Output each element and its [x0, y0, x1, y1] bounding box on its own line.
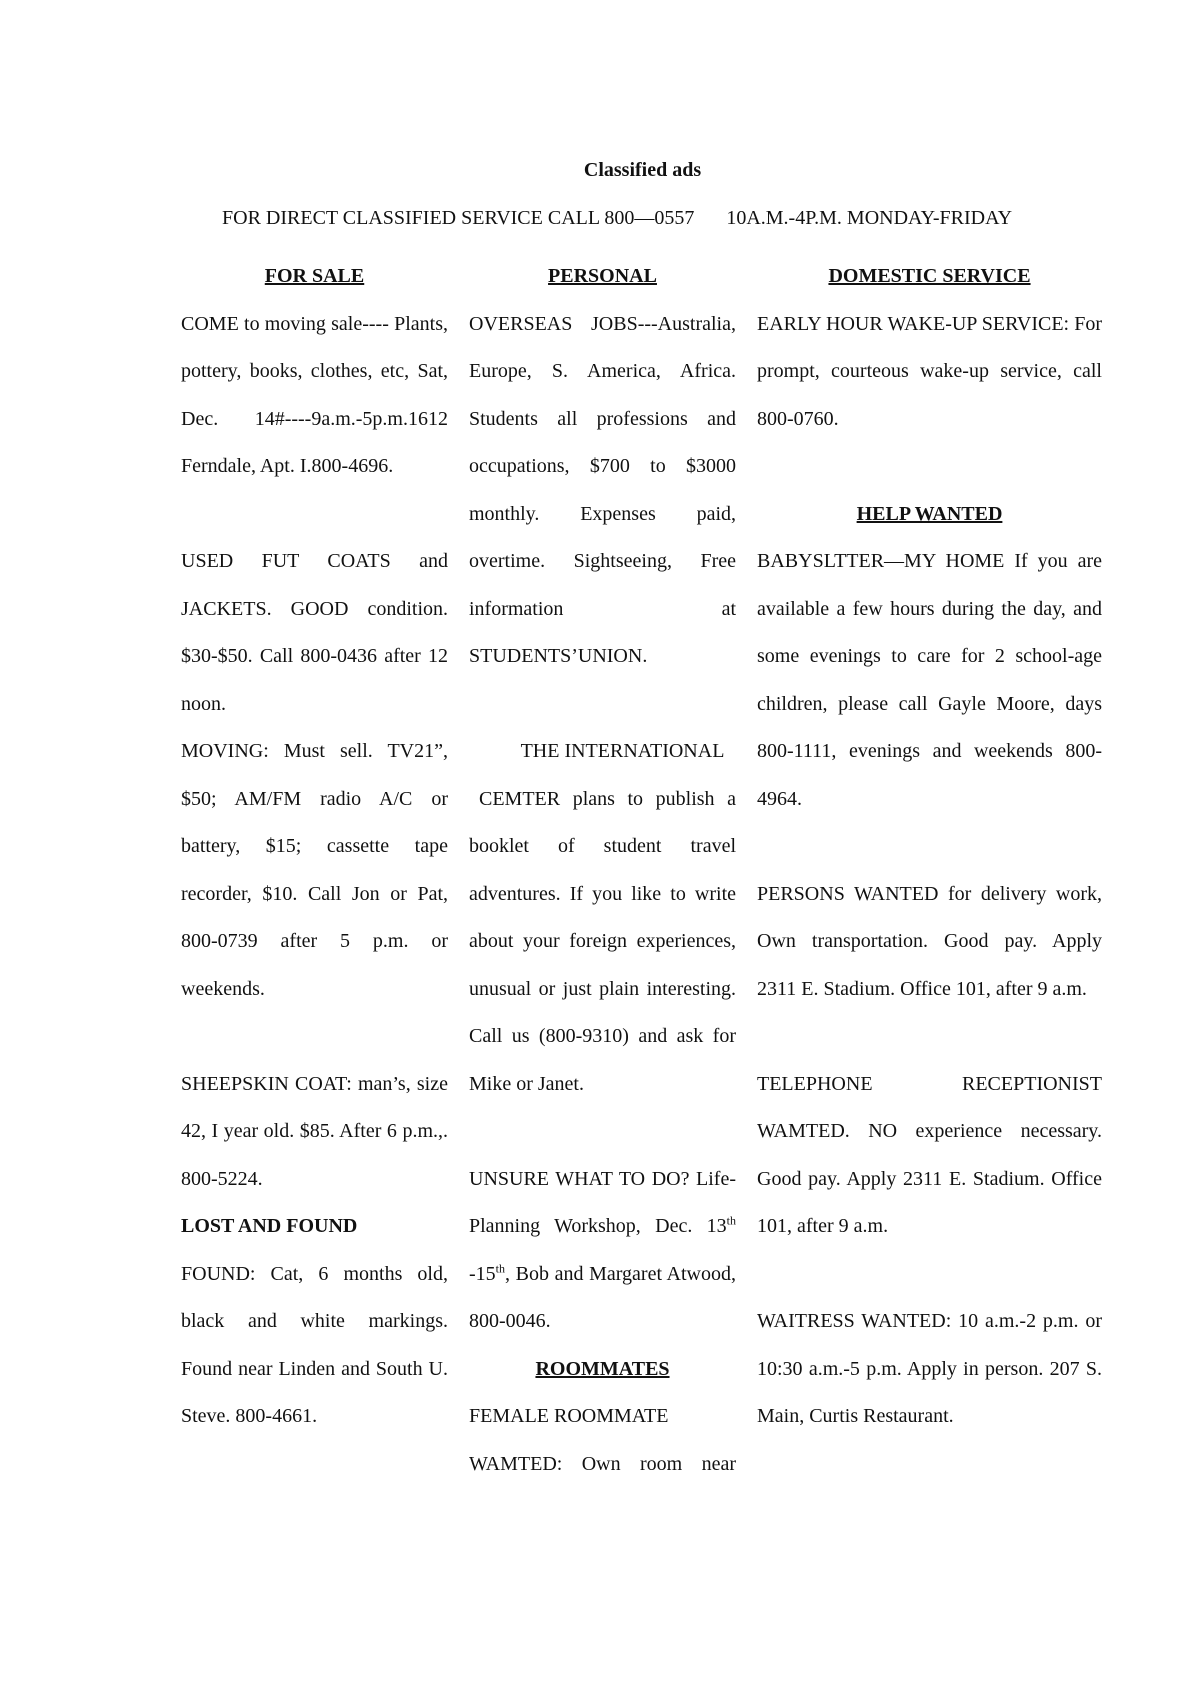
ad-overseas-jobs: OVERSEAS JOBS---Australia, Europe, S. America, Africa. Students all professions and occupations, $700 to $3000 monthly. Expenses paid, overtime. Sightseeing, Free information at STUDENTS’UNION. [469, 312, 736, 667]
ad-babysitter: BABYSLTTER—MY HOME If you are available a few hours during the day, and some evenings to care for 2 school-age children, please call Gayle Moore, days 800-1111, evenings and weekends 800-4964. [757, 550, 1102, 810]
ad-wake-up-service: EARLY HOUR WAKE-UP SERVICE: For prompt, courteous wake-up service, call 800-0760. [757, 312, 1102, 430]
ad-moving-sale: COME to moving sale---- Plants, pottery, books, clothes, etc, Sat, Dec. 14#----9a.m.-5p.m.1612 Ferndale, Apt. I.800-4696. [181, 312, 448, 477]
ad-telephone-receptionist: TELEPHONE RECEPTIONIST WAMTED. NO experience necessary. Good pay. Apply 2311 E. Stadium. Office 101, after 9 a.m. [757, 1072, 1102, 1237]
page-title: Classified ads [583, 159, 702, 181]
ad-international-center: CEMTER plans to publish a booklet of student travel adventures. If you like to write about your foreign experiences, unusual or just plain interesting. Call us (800-9310) and ask for Mike or Janet. [469, 787, 736, 1095]
ad-sheepskin-coat: SHEEPSKIN COAT: man’s, size 42, I year old. $85. After 6 p.m.,. 800-5224. [181, 1072, 448, 1190]
heading-personal: PERSONAL [548, 265, 657, 287]
column-domestic-service [757, 253, 1102, 1441]
ad-persons-wanted: PERSONS WANTED for delivery work, Own transportation. Good pay. Apply 2311 E. Stadium. Office 101, after 9 a.m. [757, 882, 1102, 1000]
ad-moving-must-sell: MOVING: Must sell. TV21”, $50; AM/FM radio A/C or battery, $15; cassette tape recorder, $10. Call Jon or Pat, 800-0739 after 5 p.m. or weekends. [181, 740, 448, 1000]
ad-female-roommate-line2: WAMTED: Own room near [469, 1452, 736, 1475]
ad-life-planning-date2: -15 [469, 1262, 496, 1285]
ad-international-lead: THE INTERNATIONAL [520, 740, 725, 762]
heading-roommates: ROOMMATES [535, 1357, 670, 1380]
ad-life-planning-sup1: th [726, 1213, 736, 1228]
ad-life-planning-sup2: th [495, 1260, 506, 1275]
heading-domestic-service: DOMESTIC SERVICE [828, 265, 1031, 287]
column-personal [469, 253, 736, 1488]
service-line [222, 205, 1200, 231]
ad-waitress-wanted: WAITRESS WANTED: 10 a.m.-2 p.m. or 10:30 a.m.-5 p.m. Apply in person. 207 S. Main, Curtis Restaurant. [757, 1310, 1102, 1427]
ad-found-cat: FOUND: Cat, 6 months old, black and white markings. Found near Linden and South U. Steve. 800-4661. [181, 1262, 448, 1427]
ad-used-coats: USED FUT COATS and JACKETS. GOOD condition. $30-$50. Call 800-0436 after 12 noon. [181, 550, 448, 715]
ad-life-planning-text: UNSURE WHAT TO DO? Life-Planning Workshop, Dec. [469, 1167, 736, 1237]
column-for-sale [181, 253, 448, 1441]
service-call: FOR DIRECT CLASSIFIED SERVICE CALL 800—0557 [222, 207, 695, 229]
heading-for-sale: FOR SALE [264, 265, 365, 287]
heading-help-wanted: HELP WANTED [856, 502, 1003, 525]
ad-life-planning [469, 1156, 736, 1346]
ad-life-planning-tail: , Bob and Margaret Atwood, 800-0046. [469, 1262, 736, 1332]
heading-lost-and-found: LOST AND FOUND [181, 1215, 358, 1237]
ad-life-planning-date1: 13 [706, 1215, 727, 1237]
service-hours: 10A.M.-4P.M. MONDAY-FRIDAY [726, 207, 1013, 229]
ad-female-roommate-line1: FEMALE ROOMMATE [469, 1405, 669, 1427]
